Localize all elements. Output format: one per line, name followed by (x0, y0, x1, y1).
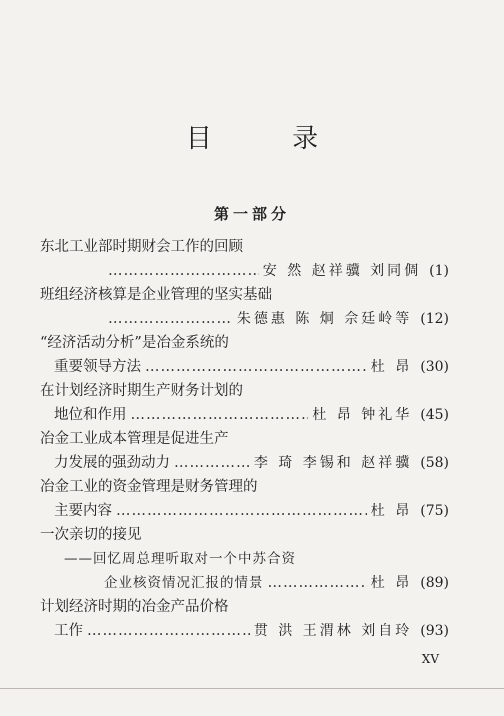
section-heading: 第一部分 (213, 205, 290, 223)
entry-page-number: (75) (420, 503, 449, 519)
toc-entry-title: 冶金工业的资金管理是财务管理的 (40, 479, 258, 495)
entry-page-number: (12) (420, 311, 449, 327)
leader-dots (108, 307, 233, 331)
entry-page-number: (58) (420, 455, 449, 471)
toc-entry-byline (104, 307, 449, 331)
leader-dots (116, 499, 367, 523)
leader-dots (268, 571, 367, 595)
toc-entry-byline (104, 571, 449, 595)
entry-authors: 杜 昂 (370, 575, 413, 591)
entry-continuation: 重要领导方法 (54, 359, 141, 375)
entry-page-number: (30) (420, 359, 449, 375)
entry-continuation: 工作 (54, 623, 83, 639)
toc-entry-byline (104, 259, 449, 283)
toc-entry-title: 在计划经济时期生产财务计划的 (40, 383, 243, 399)
toc-entry-title: 计划经济时期的冶金产品价格 (40, 599, 229, 615)
entry-authors: 贯 洪 王渭林 刘自玲 (253, 623, 413, 639)
toc-entry-byline (54, 499, 449, 523)
toc-entry-byline (54, 355, 449, 379)
entry-authors: 杜 昂 钟礼华 (312, 407, 413, 423)
toc-entry-title: “经济活动分析”是冶金系统的 (40, 335, 229, 351)
entry-page-number: (45) (420, 407, 449, 423)
entry-continuation: 主要内容 (54, 503, 112, 519)
toc-entry-title: 一次亲切的接见 (40, 527, 142, 543)
page-title: 目 录 (185, 124, 355, 154)
entry-page-number: (89) (420, 575, 449, 591)
toc-entry-subtitle: ——回忆周总理听取对一个中苏合资 (64, 551, 296, 567)
page-edge-rule (0, 688, 504, 689)
toc-entry-byline (54, 403, 449, 427)
leader-dots (108, 259, 259, 283)
entry-authors: 杜 昂 (370, 503, 413, 519)
toc-entry-byline (54, 451, 449, 475)
entry-page-number: (1) (429, 263, 449, 279)
leader-dots (87, 619, 250, 643)
entry-continuation: 企业核资情况汇报的情景 (104, 575, 264, 591)
entry-continuation: 地位和作用 (54, 407, 127, 423)
entry-authors: 朱德惠 陈 炯 佘廷岭等 (236, 311, 413, 327)
page-folio: XV (421, 652, 439, 666)
leader-dots (174, 451, 250, 475)
toc-entry-title: 东北工业部时期财会工作的回顾 (40, 239, 243, 255)
entry-authors: 安 然 赵祥骥 刘同倜 (262, 263, 422, 279)
toc-entry-byline (54, 619, 449, 643)
entry-authors: 李 琦 李锡和 赵祥骥 (253, 455, 413, 471)
toc-entry-title: 冶金工业成本管理是促进生产 (40, 431, 229, 447)
entry-page-number: (93) (420, 623, 449, 639)
leader-dots (145, 355, 367, 379)
entry-authors: 杜 昂 (370, 359, 413, 375)
leader-dots (131, 403, 309, 427)
toc-entry-title: 班组经济核算是企业管理的坚实基础 (40, 287, 272, 303)
entry-continuation: 力发展的强劲动力 (54, 455, 170, 471)
